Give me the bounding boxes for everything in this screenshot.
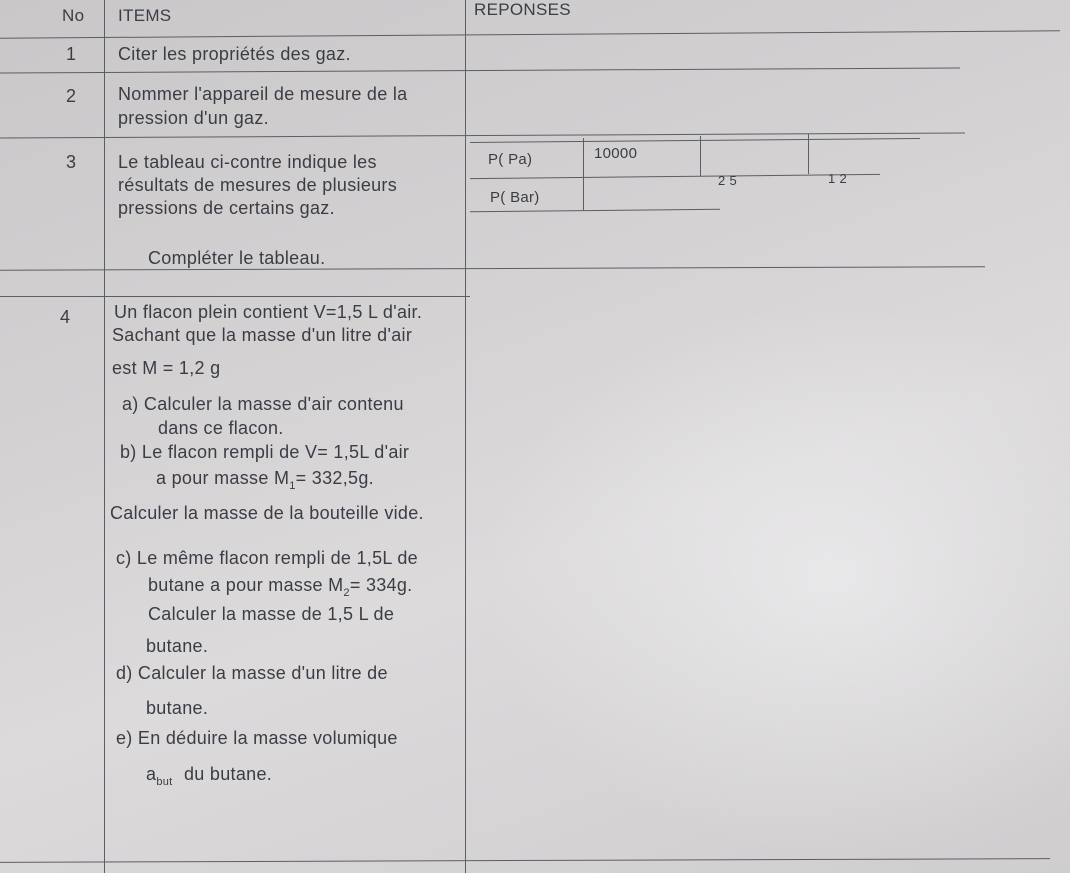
question-text: Compléter le tableau. (148, 248, 326, 268)
question-text: e) En déduire la masse volumique (116, 728, 398, 748)
mass-m2-line: butane a pour masse $M_2= 334g$. (148, 575, 413, 599)
table-cell: 10000 (594, 145, 638, 162)
pressure-bar-label: P( Bar) (490, 189, 540, 206)
question-text: Un flacon plein contient V=1,5 L d'air. (114, 302, 423, 322)
question-text: pression d'un gaz. (118, 108, 269, 128)
table-border (470, 138, 920, 143)
question-text: butane. (146, 698, 209, 718)
question-text: résultats de mesures de plusieurs (118, 175, 398, 195)
question-text: Calculer la masse de 1,5 L de (148, 604, 395, 624)
question-text: Le tableau ci-contre indique les (118, 152, 377, 172)
paper-sheen (480, 300, 1070, 860)
table-border (583, 138, 584, 210)
header-no: No (62, 6, 85, 25)
question-text: Citer les propriétés des gaz. (118, 44, 351, 64)
row-number: 3 (66, 152, 77, 172)
table-cell: 1 2 (828, 171, 847, 186)
row-number: 4 (60, 307, 71, 327)
question-text: a) Calculer la masse d'air contenu (122, 394, 404, 414)
row-divider (0, 296, 470, 297)
table-bottom-border (0, 858, 1050, 863)
question-text: d) Calculer la masse d'un litre de (116, 663, 388, 683)
row-divider (0, 30, 1060, 38)
row-divider (0, 132, 965, 138)
question-text: Sachant que la masse d'un litre d'air (112, 325, 413, 345)
question-text: pressions de certains gaz. (118, 198, 335, 218)
table-cell: 2 5 (718, 173, 737, 188)
row-number: 1 (66, 44, 77, 64)
question-text: butane. (146, 636, 209, 656)
question-text: dans ce flacon. (158, 418, 284, 438)
question-text: du butane. (184, 764, 273, 784)
header-items: ITEMS (118, 6, 172, 25)
question-text: est M = 1,2 g (112, 358, 221, 378)
pressure-pa-label: P( Pa) (488, 151, 533, 168)
question-text: b) Le flacon rempli de V= 1,5L d'air (120, 442, 410, 462)
row-number: 2 (66, 86, 77, 106)
mass-m1-line: a pour masse $M_1= 332,5g$. (156, 468, 374, 492)
table-border (470, 174, 880, 179)
column-divider (465, 0, 466, 873)
question-text: Calculer la masse de la bouteille vide. (110, 503, 424, 523)
table-border (700, 136, 701, 176)
header-responses: REPONSES (474, 0, 571, 19)
table-border (470, 209, 720, 213)
question-text: c) Le même flacon rempli de 1,5L de (116, 548, 418, 568)
density-symbol: $a_{but}$ (146, 764, 173, 788)
column-divider (104, 0, 105, 873)
table-border (808, 134, 809, 174)
question-text: Nommer l'appareil de mesure de la (118, 84, 408, 104)
row-divider (0, 67, 960, 73)
